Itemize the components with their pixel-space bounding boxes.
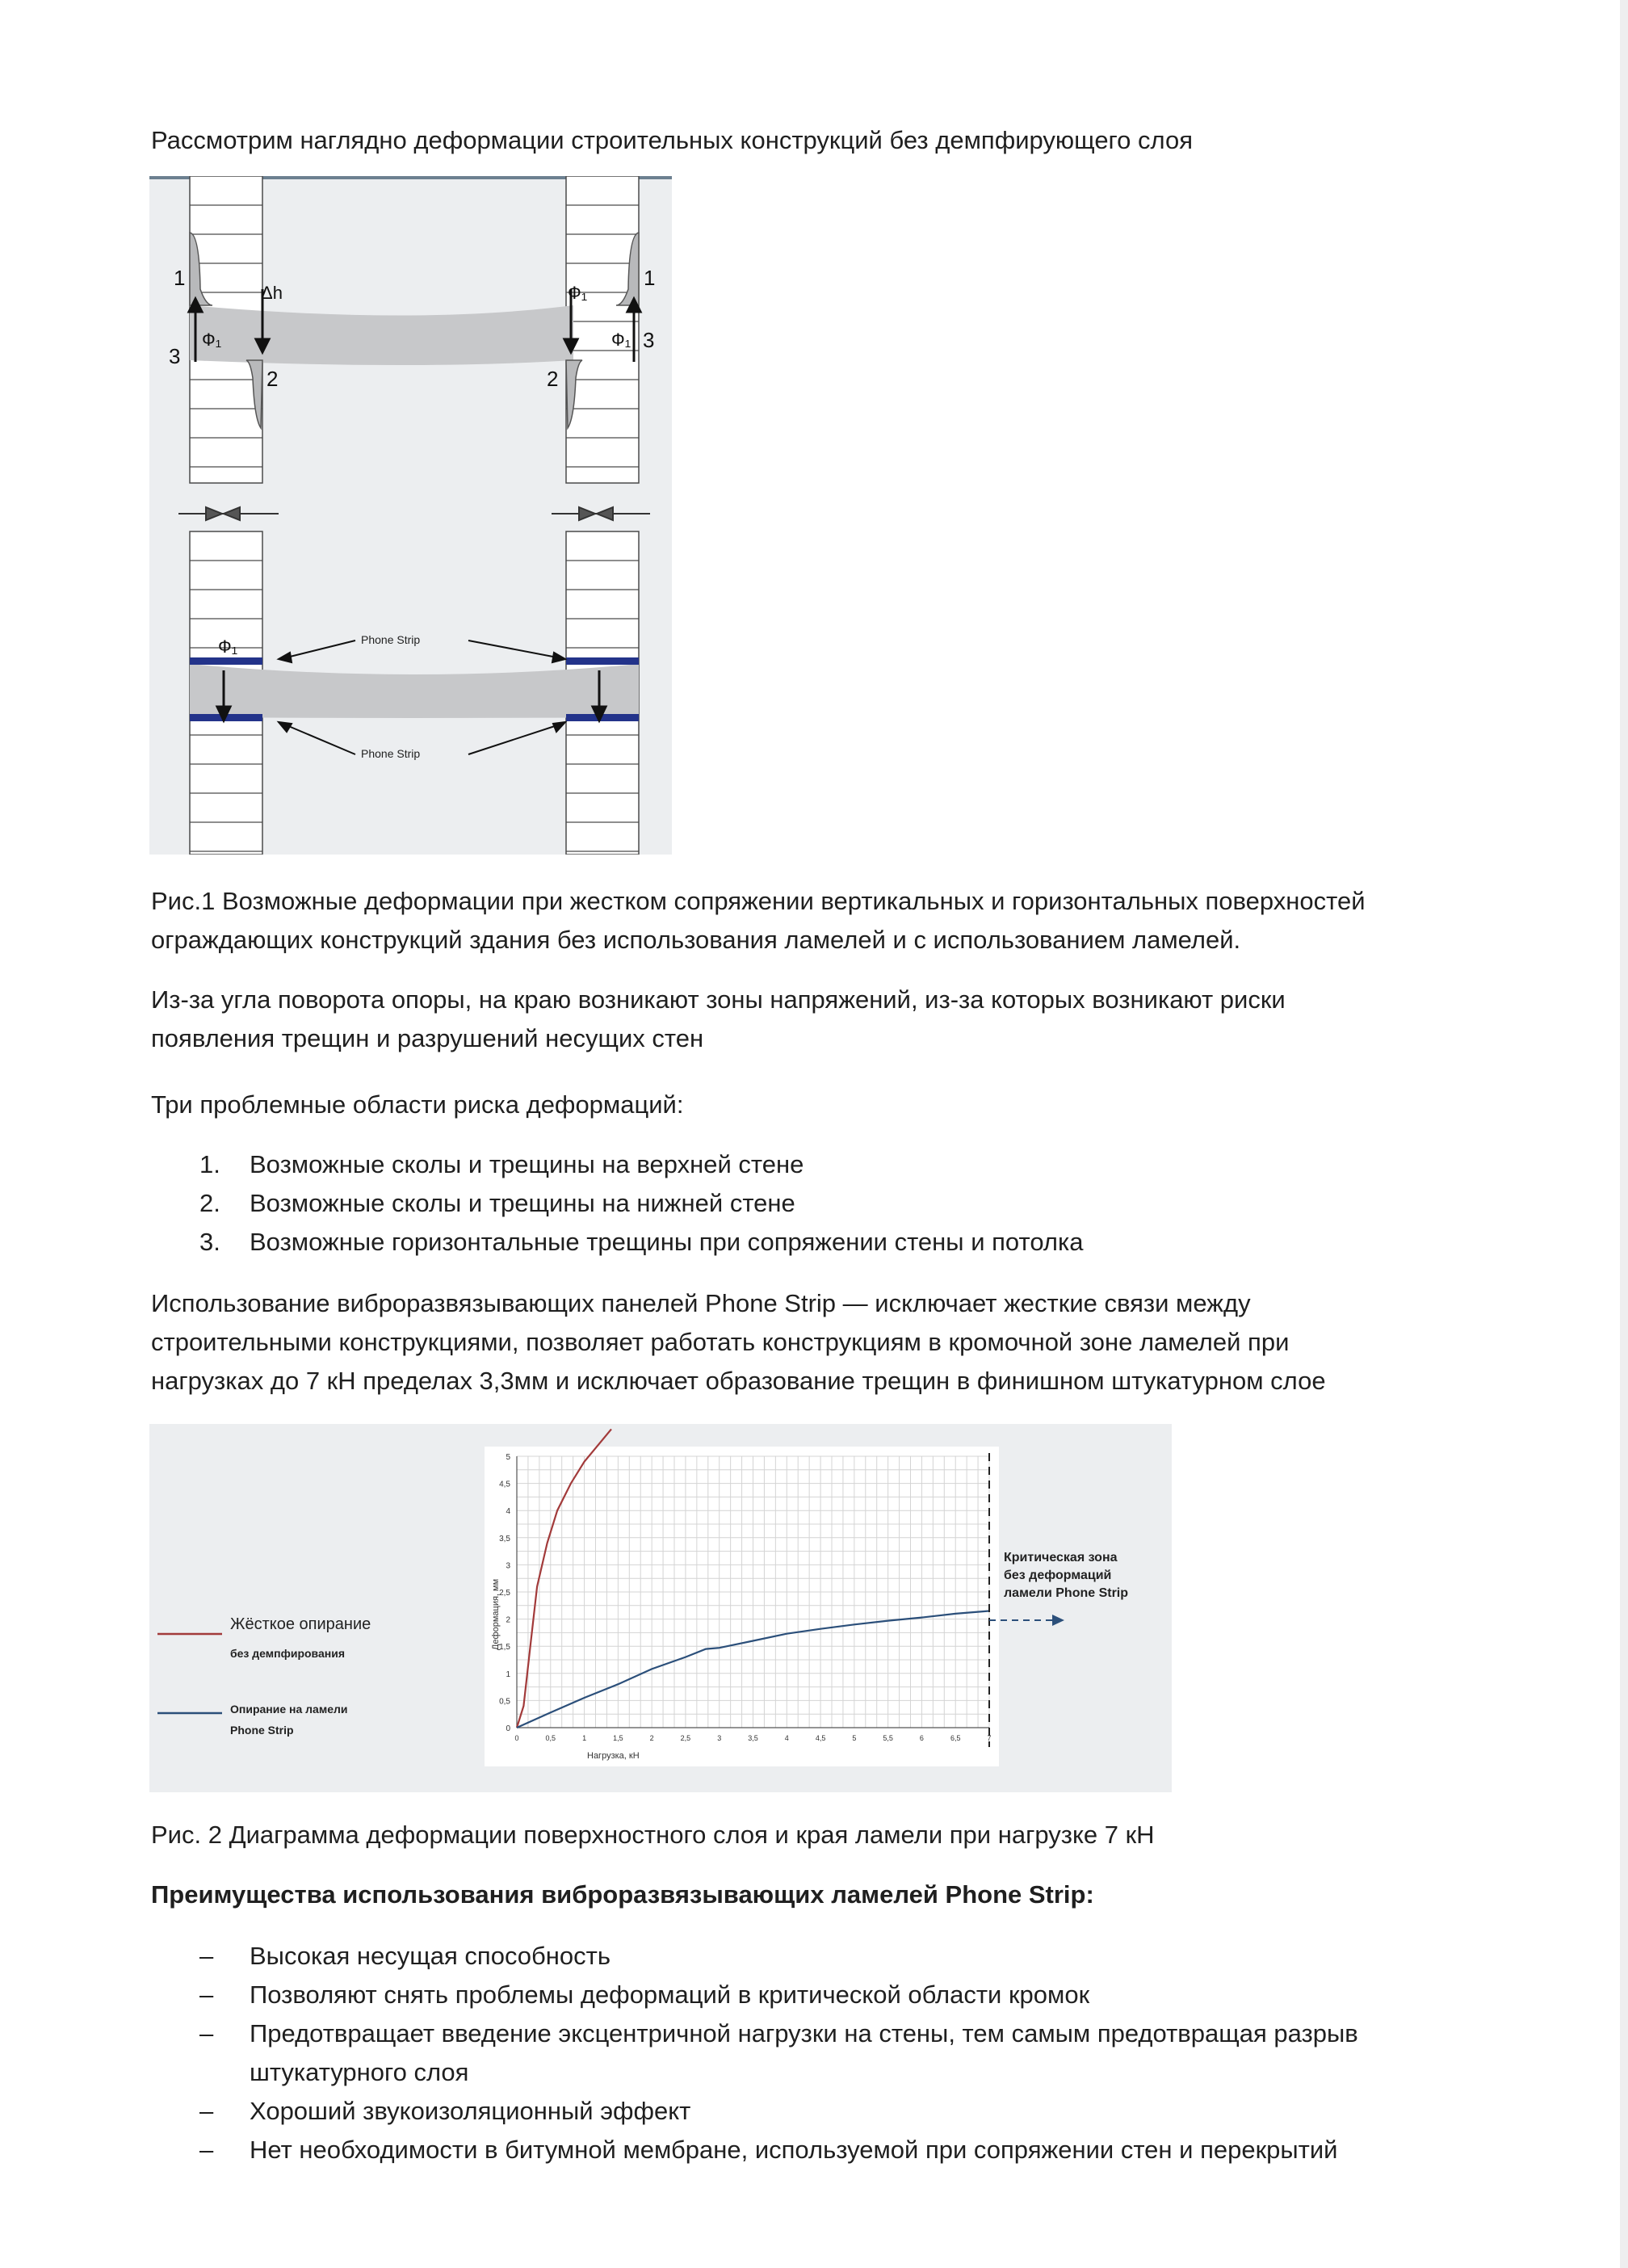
caption-line: Рис.1 Возможные деформации при жестком сопряжении вертикальных и горизонтальных поверхностей	[151, 887, 1366, 915]
annotation-line: ламели Phone Strip	[1004, 1586, 1129, 1600]
x-tick-labels	[514, 1734, 991, 1742]
x-tick-label: 6	[919, 1734, 924, 1742]
paragraph-stress-zones	[151, 981, 1286, 1058]
paragraph-line: появления трещин и разрушений несущих стен	[151, 1024, 704, 1052]
list-text: Хороший звукоизоляционный эффект	[250, 2097, 691, 2125]
list-item	[199, 1145, 1083, 1184]
legend-label: Phone Strip	[230, 1724, 294, 1737]
y-axis-label: Деформация, мм	[491, 1578, 501, 1650]
y-tick-label: 1	[506, 1670, 510, 1679]
label-1-right: 1	[644, 266, 656, 290]
figure-1-caption	[151, 882, 1366, 960]
paragraph-line: Использование виброразвязывающих панелей Phone Strip — исключает жесткие связи между	[151, 1289, 1251, 1317]
x-tick-label: 3,5	[748, 1734, 758, 1742]
x-axis-label: Нагрузка, кН	[587, 1751, 640, 1761]
list-number: 3.	[199, 1228, 220, 1256]
x-tick-label: 5	[852, 1734, 857, 1742]
list-dash: –	[199, 2019, 214, 2048]
list-dash: –	[199, 1942, 214, 1970]
x-tick-label: 0	[514, 1734, 519, 1742]
problems-list	[199, 1145, 1083, 1262]
section-heading: Рассмотрим наглядно деформации строительных конструкций без демпфирующего слоя	[151, 126, 1193, 154]
legend-label: без демпфирования	[230, 1647, 345, 1660]
problems-title: Три проблемные области риска деформаций:	[151, 1090, 684, 1119]
phone-strip-top-right	[566, 657, 639, 665]
legend-label: Жёсткое опирание	[230, 1615, 371, 1633]
x-tick-label: 1	[582, 1734, 587, 1742]
label-phone-strip-top: Phone Strip	[361, 633, 421, 646]
y-tick-label: 3	[506, 1561, 510, 1571]
list-text: Возможные сколы и трещины на верхней стене	[250, 1150, 804, 1178]
list-item	[199, 1976, 1358, 2014]
page-edge	[1620, 0, 1628, 2268]
list-item	[199, 2014, 1358, 2092]
list-text: Нет необходимости в битумной мембране, используемой при сопряжении стен и перекрытий	[250, 2136, 1338, 2164]
label-3-right: 3	[643, 328, 655, 352]
annotation-line: без деформаций	[1004, 1569, 1112, 1582]
x-tick-label: 2,5	[680, 1734, 691, 1742]
y-tick-label: 0	[506, 1724, 510, 1733]
y-tick-label: 4,5	[499, 1480, 510, 1489]
chart-grid	[517, 1456, 989, 1728]
list-text: Позволяют снять проблемы деформаций в критической области кромок	[250, 1980, 1090, 2009]
label-theta-right-side: Ф₁	[611, 330, 631, 350]
paragraph-line: строительными конструкциями, позволяет работать конструкциям в кромочной зоне ламелей при	[151, 1328, 1290, 1356]
list-dash: –	[199, 1980, 214, 2009]
list-number: 2.	[199, 1189, 220, 1217]
x-tick-label: 5,5	[883, 1734, 893, 1742]
figure-2-caption: Рис. 2 Диаграмма деформации поверхностного слоя и края ламели при нагрузке 7 кН	[151, 1821, 1155, 1849]
x-tick-label: 6,5	[950, 1734, 961, 1742]
y-tick-label: 5	[506, 1453, 510, 1462]
label-theta-left: Ф₁	[202, 330, 222, 350]
list-text: Предотвращает введение эксцентричной нагрузки на стены, тем самым предотвращая разрыв	[250, 2019, 1358, 2048]
list-item	[199, 1184, 1083, 1223]
y-tick-label: 1,5	[499, 1643, 510, 1653]
list-item	[199, 1937, 1358, 1976]
list-dash: –	[199, 2097, 214, 2125]
caption-line: ограждающих конструкций здания без использования ламелей и с использованием ламелей.	[151, 926, 1241, 954]
label-2-right: 2	[547, 367, 559, 391]
y-tick-label: 4	[506, 1507, 510, 1517]
label-1-left: 1	[174, 266, 186, 290]
label-3-left: 3	[169, 344, 181, 368]
figure-2-deformation-chart	[149, 1424, 1172, 1792]
x-tick-label: 1,5	[613, 1734, 623, 1742]
y-tick-label: 3,5	[499, 1534, 510, 1544]
y-tick-label: 0,5	[499, 1697, 510, 1707]
x-tick-label: 4,5	[815, 1734, 826, 1742]
label-theta-right: Ф₁	[568, 283, 588, 303]
list-text: Высокая несущая способность	[250, 1942, 611, 1970]
figure-1-deformation-diagram	[149, 176, 672, 855]
x-tick-label: 7	[987, 1734, 992, 1742]
x-tick-label: 3	[717, 1734, 722, 1742]
label-theta-bottom: Ф₁	[218, 636, 238, 657]
x-tick-label: 4	[784, 1734, 789, 1742]
list-text: штукатурного слоя	[250, 2058, 469, 2086]
list-item	[199, 2131, 1358, 2169]
y-tick-label: 2	[506, 1615, 510, 1625]
advantages-list	[199, 1937, 1358, 2169]
list-text: Возможные сколы и трещины на нижней стене	[250, 1189, 795, 1217]
list-item	[199, 1223, 1083, 1262]
advantages-title: Преимущества использования виброразвязывающих ламелей Phone Strip:	[151, 1880, 1094, 1909]
label-phone-strip-bottom: Phone Strip	[361, 747, 421, 760]
list-item	[199, 2092, 1358, 2131]
list-text: Возможные горизонтальные трещины при сопряжении стены и потолка	[250, 1228, 1084, 1256]
paragraph-phone-strip	[151, 1284, 1326, 1401]
list-number: 1.	[199, 1150, 220, 1178]
legend-label: Опирание на ламели	[230, 1703, 348, 1716]
x-tick-label: 0,5	[545, 1734, 556, 1742]
y-tick-label: 2,5	[499, 1589, 510, 1598]
list-dash: –	[199, 2136, 214, 2164]
paragraph-line: Из-за угла поворота опоры, на краю возникают зоны напряжений, из-за которых возникают риски	[151, 985, 1286, 1014]
phone-strip-top-left	[190, 657, 262, 665]
label-dh: Δh	[261, 283, 283, 303]
annotation-line: Критическая зона	[1004, 1551, 1118, 1564]
x-tick-label: 2	[649, 1734, 654, 1742]
label-2-left: 2	[266, 367, 279, 391]
paragraph-line: нагрузках до 7 кН пределах 3,3мм и исключает образование трещин в финишном штукатурном слое	[151, 1367, 1326, 1395]
